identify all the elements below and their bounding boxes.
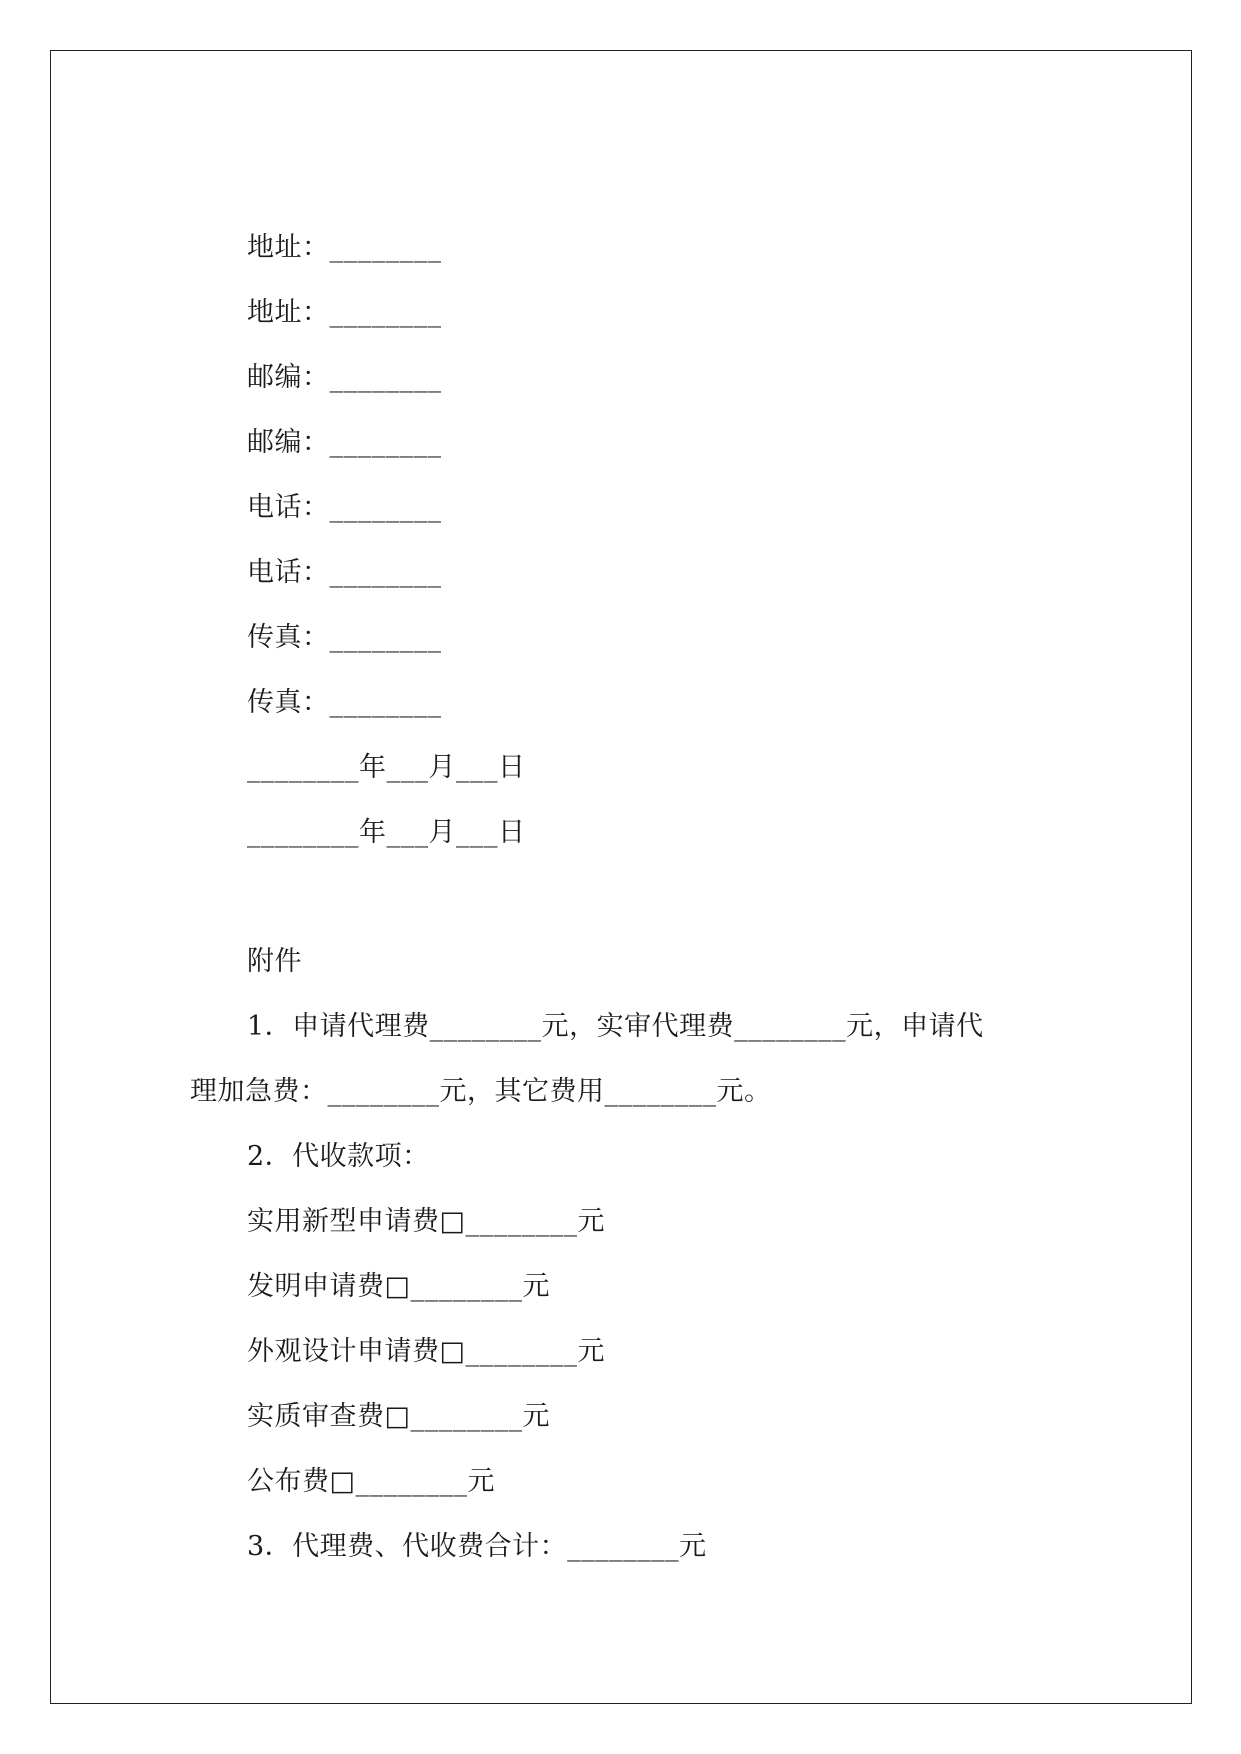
page-frame bbox=[50, 50, 1192, 1704]
fax-line-1: 传真：________ bbox=[247, 622, 442, 653]
fax-line-2: 传真：________ bbox=[247, 687, 442, 718]
publication-fee: 公布费□________元 bbox=[247, 1466, 496, 1497]
address-line-2: 地址：________ bbox=[247, 297, 442, 328]
date-line-1: ________年___月___日 bbox=[247, 752, 526, 783]
phone-line-2: 电话：________ bbox=[247, 557, 442, 588]
postcode-line-2: 邮编：________ bbox=[247, 427, 442, 458]
attachment-heading: 附件 bbox=[247, 946, 302, 977]
invention-fee: 发明申请费□________元 bbox=[247, 1271, 551, 1302]
agency-fee-line-1: 1．申请代理费________元，实审代理费________元，申请代 bbox=[247, 1011, 984, 1042]
address-line-1: 地址：________ bbox=[247, 232, 442, 263]
postcode-line-1: 邮编：________ bbox=[247, 362, 442, 393]
total-fee-line: 3．代理费、代收费合计：________元 bbox=[247, 1531, 707, 1562]
date-line-2: ________年___月___日 bbox=[247, 817, 526, 848]
phone-line-1: 电话：________ bbox=[247, 492, 442, 523]
utility-model-fee: 实用新型申请费□________元 bbox=[247, 1206, 606, 1237]
substantive-exam-fee: 实质审查费□________元 bbox=[247, 1401, 551, 1432]
agency-fee-line-2: 理加急费：________元，其它费用________元。 bbox=[190, 1076, 772, 1107]
design-fee: 外观设计申请费□________元 bbox=[247, 1336, 606, 1367]
collected-items-heading: 2．代收款项： bbox=[247, 1141, 430, 1172]
